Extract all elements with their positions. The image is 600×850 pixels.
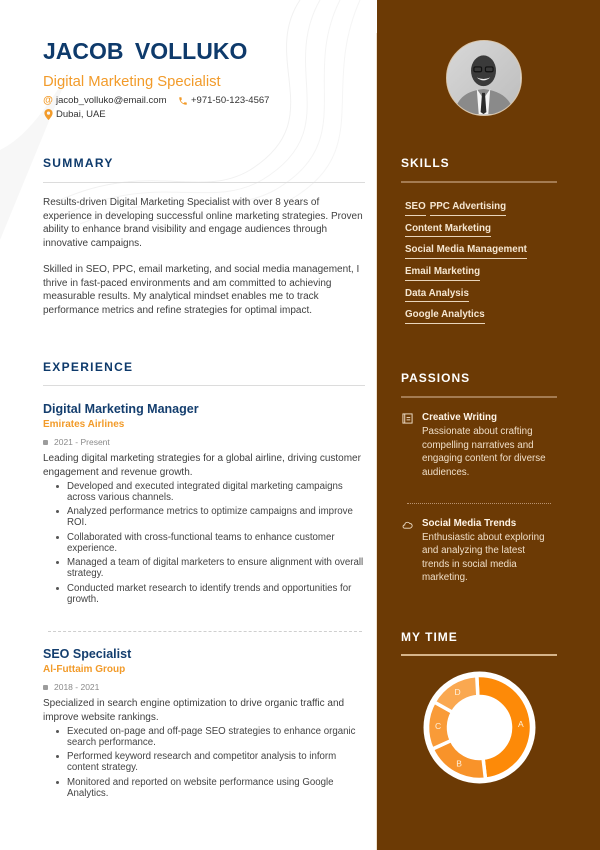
skill-tag: SEO — [405, 201, 426, 216]
contact-location — [43, 108, 106, 121]
job-company: Emirates Airlines — [43, 419, 125, 430]
job-dates-text: 2018 - 2021 — [54, 682, 100, 692]
summary-divider — [43, 182, 365, 183]
job-company: Al-Futtaim Group — [43, 664, 126, 675]
bullet-dot-icon — [56, 561, 59, 564]
job-bullet-text: Managed a team of digital marketers to ensure alignment with overall strategy. — [67, 557, 364, 579]
passion-description: Passionate about crafting compelling narratives and engaging content for diverse audiences. — [422, 426, 546, 478]
job-bullet-text: Monitored and reported on website performance using Google Analytics. — [67, 776, 334, 799]
profile-photo — [446, 40, 522, 116]
skills-heading: SKILLS — [401, 156, 450, 170]
bullet-dot-icon — [56, 510, 59, 513]
skills-list — [405, 201, 545, 331]
donut-center — [449, 697, 511, 759]
donut-label-c: C — [434, 720, 442, 731]
at-sign-icon: @ — [43, 94, 53, 106]
skill-tag: Social Media Management — [405, 244, 527, 259]
bullet-dot-icon — [56, 485, 59, 488]
job-bullet — [67, 532, 367, 554]
candidate-title: Digital Marketing Specialist — [43, 74, 221, 90]
job-bullet-text: Conducted market research to identify trends and opportunities for growth. — [67, 582, 352, 605]
skill-tag: Content Marketing — [405, 223, 491, 238]
skill-tag: Email Marketing — [405, 266, 480, 281]
bullet-dot-icon — [56, 587, 59, 590]
job-description: Leading digital marketing strategies for a global airline, driving customer engagement and revenue growth. — [43, 453, 361, 478]
notebook-icon — [402, 413, 413, 424]
skills-divider — [401, 181, 557, 183]
map-pin-icon — [43, 109, 53, 121]
summary-paragraph-2: Skilled in SEO, PPC, email marketing, and social media management, I thrive in fast-paced environments and am committed to achieving measurable results. My analytical mindset enables me to track performance metrics and refine strategies for optimal impact. — [43, 264, 360, 316]
my-time-divider — [401, 654, 557, 656]
contact-row-primary — [43, 94, 303, 107]
job-bullet — [67, 751, 367, 773]
job-bullet-text: Executed on-page and off-page SEO strategies to enhance organic search performance. — [67, 725, 356, 748]
contact-email[interactable] — [43, 94, 167, 107]
job-bullet-text: Performed keyword research and competitor analysis to inform content strategy. — [67, 751, 337, 773]
job-bullet-text: Analyzed performance metrics to optimize campaigns and improve ROI. — [67, 506, 353, 528]
job-bullets — [43, 726, 368, 799]
job-entry — [43, 402, 368, 608]
passions-divider — [401, 396, 557, 398]
job-title: Digital Marketing Manager — [43, 402, 199, 416]
donut-label-a: A — [518, 719, 524, 730]
job-bullet — [67, 506, 367, 528]
skill-tag: Data Analysis — [405, 288, 469, 303]
summary-heading: SUMMARY — [43, 156, 114, 170]
job-bullet — [67, 481, 367, 503]
experience-heading: EXPERIENCE — [43, 360, 134, 374]
job-bullet — [67, 726, 367, 748]
cloud-icon — [402, 519, 413, 530]
calendar-icon — [43, 440, 48, 445]
contact-row-secondary — [43, 108, 243, 121]
job-description: Specialized in search engine optimization to drive organic traffic and improve website rankings. — [43, 698, 345, 723]
sidebar — [377, 0, 600, 850]
job-bullets — [43, 481, 368, 605]
skill-tag: Google Analytics — [405, 309, 485, 324]
donut-label-d: D — [454, 687, 461, 698]
skill-tag: PPC Advertising — [430, 201, 506, 216]
my-time-heading: MY TIME — [401, 630, 458, 644]
bullet-dot-icon — [56, 781, 59, 784]
job-bullet — [67, 777, 367, 799]
passion-title: Creative Writing — [422, 412, 497, 423]
phone-text[interactable]: +971-50-123-4567 — [191, 95, 270, 106]
calendar-icon — [43, 685, 48, 690]
bullet-dot-icon — [56, 730, 59, 733]
contact-phone[interactable] — [178, 94, 269, 107]
job-bullet — [67, 583, 367, 605]
experience-divider — [43, 385, 365, 386]
job-bullet-text: Developed and executed integrated digital marketing campaigns across various channels. — [67, 480, 343, 503]
bullet-dot-icon — [56, 536, 59, 539]
job-bullet — [67, 557, 367, 579]
job-bullet-text: Collaborated with cross-functional teams to enhance customer experience. — [67, 531, 335, 554]
job-title: SEO Specialist — [43, 647, 132, 661]
my-time-donut-chart — [419, 667, 540, 788]
job-dates — [43, 682, 368, 693]
job-entry — [43, 647, 368, 802]
candidate-name: JACOB VOLLUKO — [43, 38, 248, 64]
email-text[interactable]: jacob_volluko@email.com — [56, 95, 167, 106]
passion-description: Enthusiastic about exploring and analyzing the latest trends in social media marketing. — [422, 531, 545, 583]
location-text: Dubai, UAE — [56, 109, 106, 120]
phone-icon — [178, 95, 188, 107]
passions-heading: PASSIONS — [401, 371, 471, 385]
donut-label-b: B — [456, 758, 462, 769]
job-dates — [43, 437, 368, 448]
job-separator — [48, 631, 362, 632]
summary-paragraph-1: Results-driven Digital Marketing Specialist with over 8 years of experience in developing successful online marketing strategies. Proven ability to enhance brand visibility and engage audiences through innovative campaigns. — [43, 197, 363, 249]
passion-title: Social Media Trends — [422, 518, 517, 529]
job-dates-text: 2021 - Present — [54, 437, 110, 447]
bullet-dot-icon — [56, 755, 59, 758]
passion-separator — [407, 503, 551, 504]
